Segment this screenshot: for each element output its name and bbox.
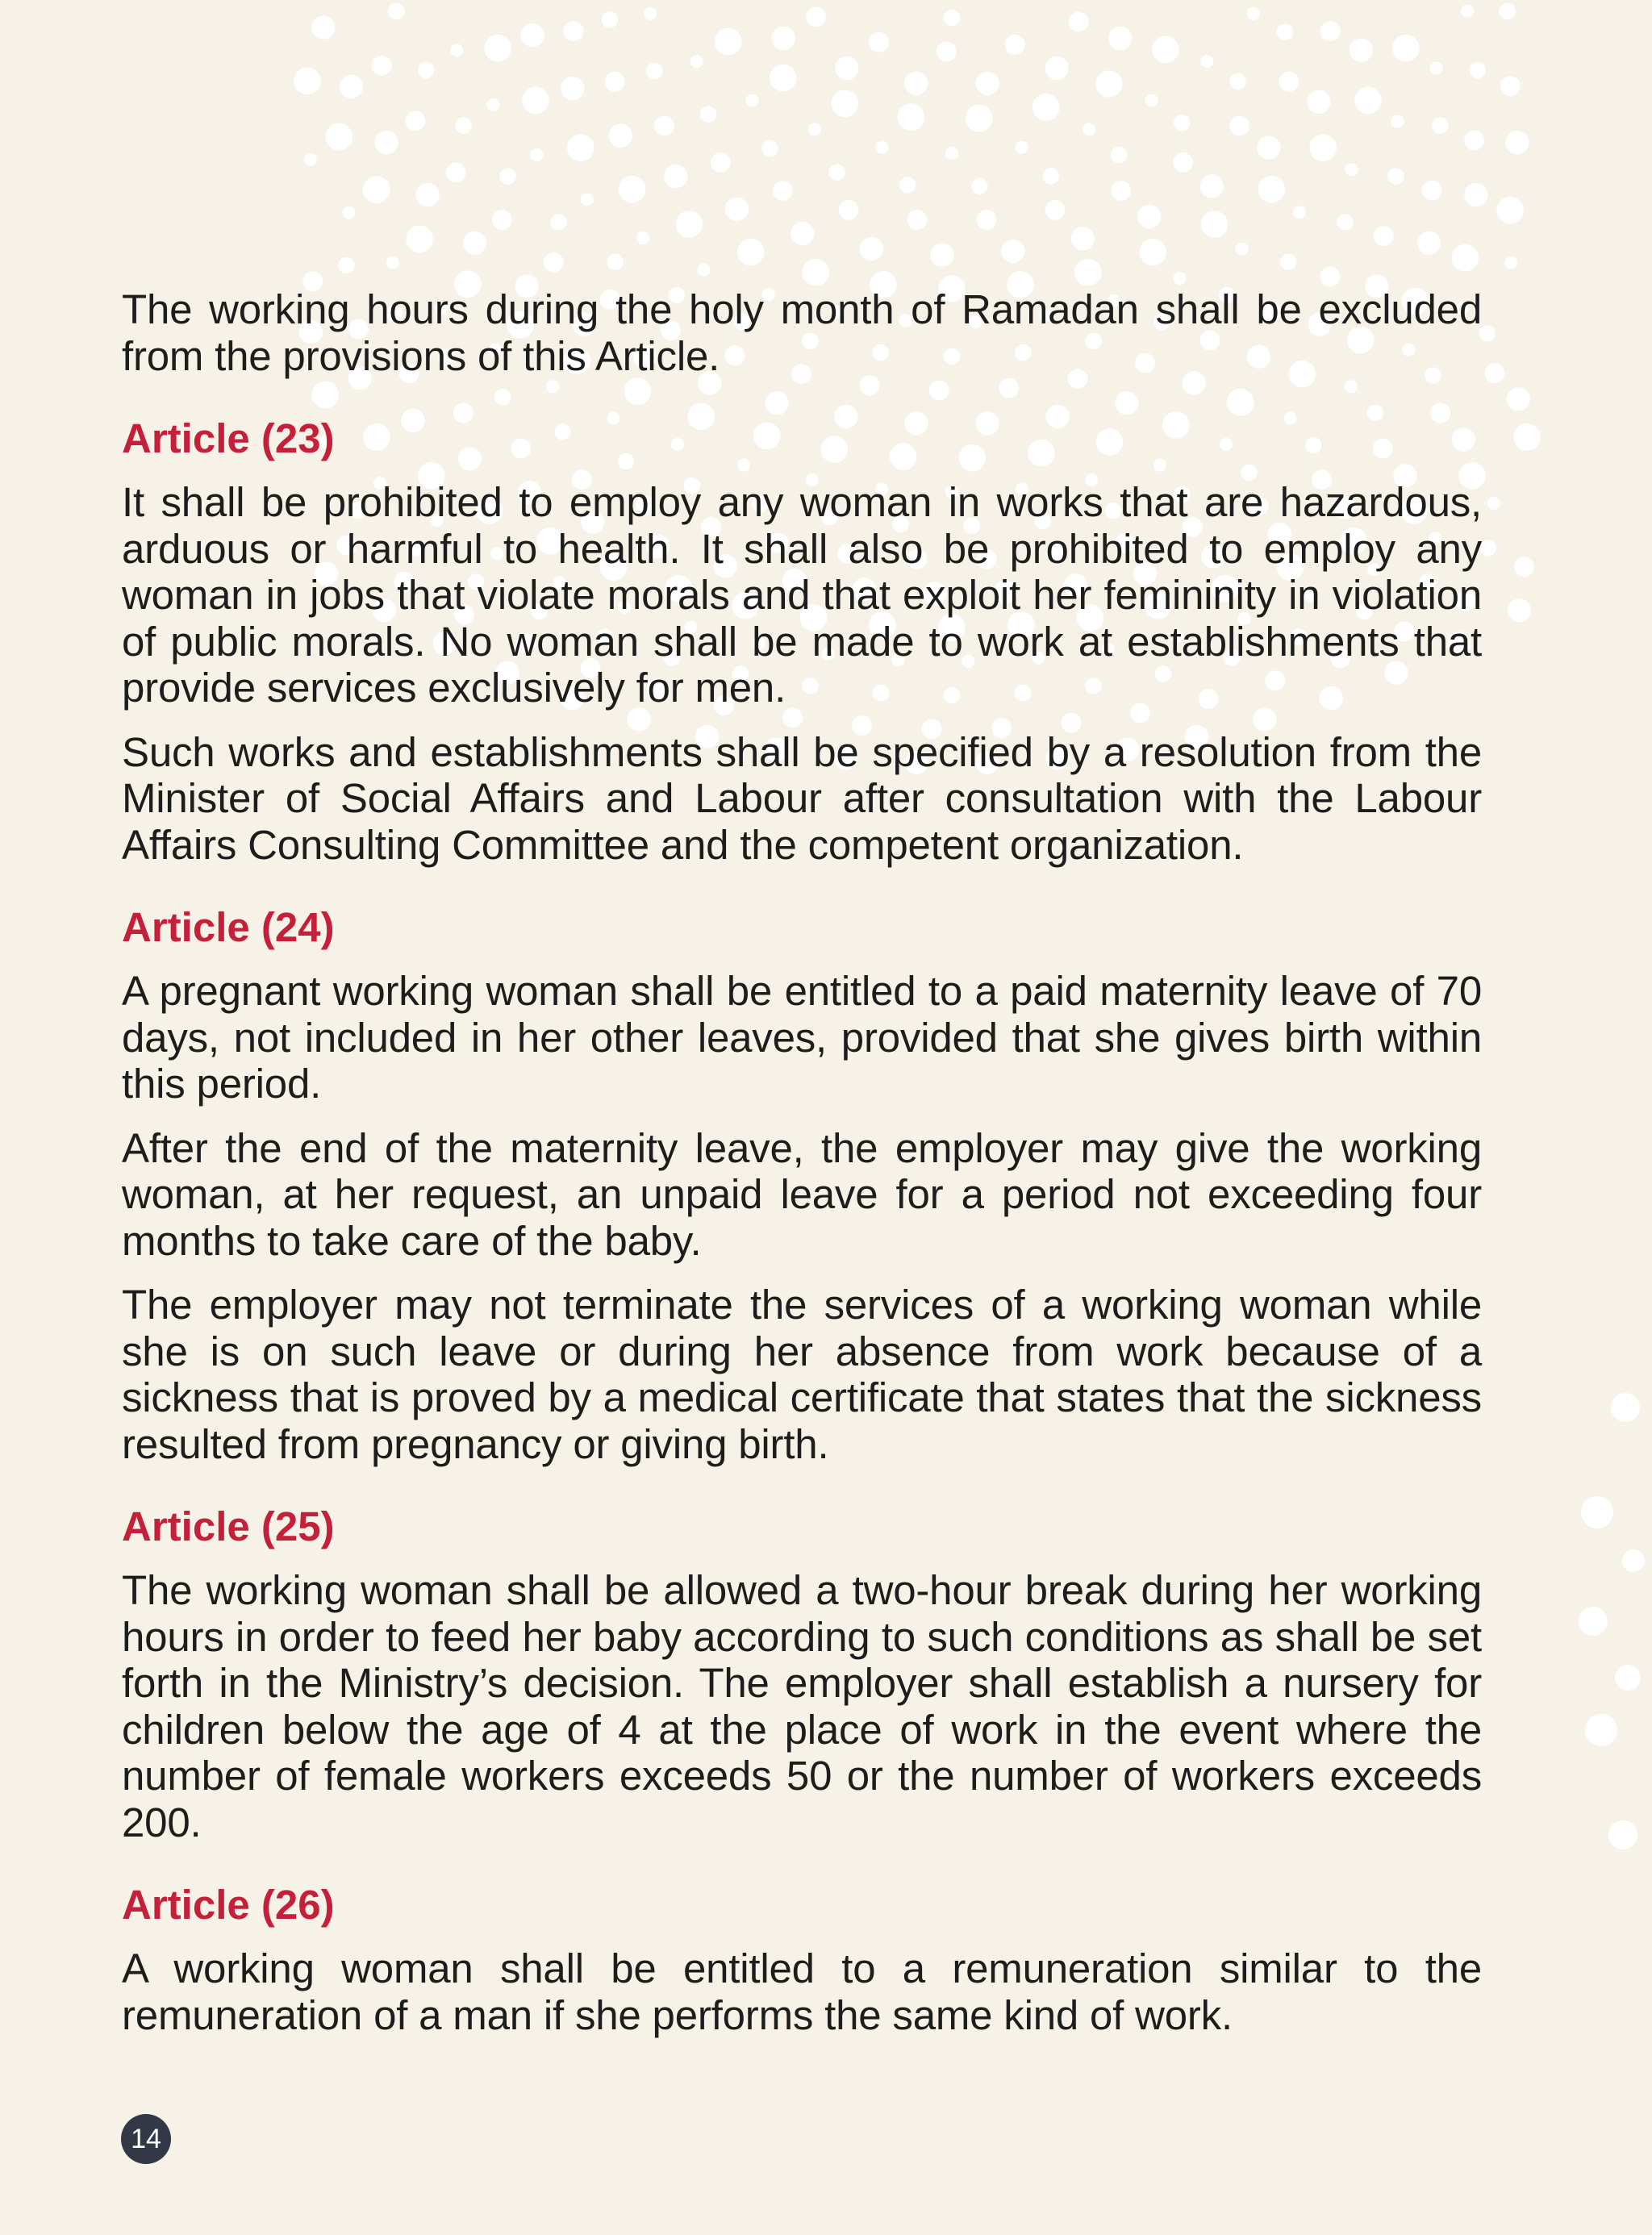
decorative-dot: [1391, 115, 1404, 127]
decorative-dot: [1005, 35, 1025, 55]
decorative-dot: [388, 3, 404, 19]
decorative-dot: [875, 141, 888, 154]
decorative-dot: [1422, 181, 1442, 201]
decorative-dot: [700, 106, 716, 123]
decorative-dot: [386, 256, 399, 269]
decorative-dot: [711, 152, 731, 173]
decorative-dot: [1174, 272, 1187, 285]
decorative-dot: [1451, 244, 1479, 272]
decorative-dot: [1045, 56, 1069, 80]
decorative-dot: [1513, 423, 1541, 451]
decorative-dot: [1145, 94, 1158, 107]
decorative-dot: [418, 62, 434, 78]
decorative-dot: [1337, 214, 1353, 230]
decorative-dot: [343, 206, 356, 219]
decorative-dot: [1293, 206, 1306, 219]
decorative-dot: [544, 252, 564, 273]
decorative-dot: [561, 77, 584, 100]
decorative-dot: [1430, 62, 1443, 75]
decorative-dot: [725, 198, 749, 221]
decorative-dot: [1608, 1820, 1637, 1849]
decorative-dot: [1257, 136, 1280, 159]
decorative-dot: [1320, 266, 1341, 286]
decorative-dot: [484, 35, 511, 62]
decorative-dot: [869, 32, 889, 52]
decorative-dot: [791, 222, 814, 245]
decorative-dot: [829, 164, 845, 180]
decorative-dot: [676, 211, 703, 238]
decorative-dot: [1229, 73, 1245, 90]
decorative-dot: [609, 124, 632, 148]
decorative-dot: [899, 177, 916, 193]
decorative-dot: [1615, 1665, 1641, 1691]
decorative-dot: [772, 27, 795, 50]
article-23: [122, 415, 1482, 868]
decorative-dot: [1387, 169, 1404, 185]
decorative-dot: [1174, 115, 1190, 131]
decorative-dot: [563, 21, 583, 41]
decorative-dot: [338, 257, 354, 273]
decorative-dot: [715, 28, 742, 56]
decorative-dot: [1200, 55, 1213, 68]
decorative-dot: [937, 42, 957, 62]
decorative-dot: [1280, 254, 1296, 270]
decorative-dot: [521, 23, 544, 47]
article-paragraph: A pregnant working woman shall be entitled to a paid maternity leave of 70 days, not included in her other leaves, provided that she gives birth within this period.: [122, 968, 1482, 1107]
decorative-dot: [463, 231, 486, 255]
decorative-dot: [1470, 62, 1486, 78]
decorative-dot: [1016, 141, 1028, 154]
article-paragraph: After the end of the maternity leave, the employer may give the working woman, at her request, an unpaid leave for a period not exceeding four months to take care of the baby.: [122, 1124, 1482, 1264]
article-26: [122, 1881, 1482, 2038]
decorative-dot: [1320, 21, 1341, 41]
decorative-dot: [1111, 181, 1131, 201]
decorative-dot: [602, 11, 618, 27]
decorative-dot: [500, 169, 516, 185]
decorative-dot: [770, 65, 797, 92]
decorative-dot: [311, 15, 335, 39]
decorative-dot: [1247, 7, 1260, 20]
decorative-dot: [1095, 70, 1123, 98]
decorative-dot: [1258, 176, 1286, 203]
decorative-dot: [1622, 1549, 1645, 1572]
decorative-dot: [1461, 5, 1474, 18]
decorative-dot: [1581, 1496, 1613, 1528]
decorative-dot: [803, 259, 830, 286]
decorative-dot: [530, 148, 543, 161]
decorative-dot: [325, 123, 353, 151]
decorative-dot: [1309, 134, 1337, 161]
decorative-dot: [1374, 226, 1394, 246]
decorative-dot: [619, 176, 646, 203]
decorative-dot: [1277, 23, 1293, 40]
decorative-dot: [904, 72, 928, 95]
decorative-dot: [773, 181, 793, 201]
decorative-dot: [808, 123, 821, 136]
decorative-dot: [1200, 174, 1224, 198]
decorative-dot: [1505, 131, 1529, 154]
decorative-dot: [551, 214, 567, 230]
article-24: [122, 903, 1482, 1467]
decorative-dot: [737, 239, 765, 266]
decorative-dot: [486, 98, 499, 111]
decorative-dot: [294, 68, 321, 95]
decorative-dot: [1083, 123, 1095, 136]
decorative-dot: [363, 176, 390, 203]
decorative-dot: [1001, 240, 1024, 263]
decorative-dot: [636, 231, 649, 244]
decorative-dot: [646, 63, 662, 79]
decorative-dot: [1201, 211, 1229, 238]
decorative-dot: [406, 111, 426, 131]
decorative-dot: [1345, 163, 1358, 176]
decorative-dot: [644, 7, 657, 20]
decorative-dot: [446, 163, 466, 183]
decorative-dot: [977, 210, 997, 230]
decorative-dot: [1074, 259, 1102, 286]
decorative-dot: [1392, 35, 1420, 62]
decorative-dot: [930, 243, 953, 266]
decorative-dot: [835, 56, 858, 80]
decorative-dot: [1504, 256, 1517, 269]
decorative-dot: [1350, 39, 1373, 62]
decorative-dot: [1487, 497, 1500, 510]
article-paragraph: The employer may not terminate the services of a working woman while she is on such leave or during her absence from work because of a sickness that is proved by a medical certificate that states that the sickness resulted from pregnancy or giving birth.: [122, 1282, 1482, 1467]
article-25: [122, 1503, 1482, 1845]
decorative-dot: [1500, 3, 1516, 19]
decorative-dot: [745, 94, 758, 107]
decorative-dot: [1152, 36, 1179, 64]
decorative-dot: [1585, 1714, 1617, 1746]
decorative-dot: [761, 140, 778, 156]
article-paragraph: The working woman shall be allowed a two-hour break during her working hours in order to feed her baby according to such conditions as shall be set forth in the Ministry’s decision. The employer shall establish a nursery for children below the age of 4 at the place of work in the event where the number of female workers exceeds 50 or the number of workers exceeds 200.: [122, 1567, 1482, 1845]
decorative-dot: [374, 131, 398, 154]
decorative-dot: [1432, 117, 1448, 133]
article-heading: Article (26): [122, 1882, 335, 1928]
decorative-dot: [664, 165, 687, 188]
decorative-dot: [415, 183, 439, 206]
decorative-dot: [860, 237, 883, 261]
decorative-dot: [907, 210, 928, 230]
decorative-dot: [945, 147, 958, 160]
decorative-dot: [1464, 131, 1484, 151]
decorative-dot: [832, 90, 859, 118]
decorative-dot: [1507, 387, 1530, 411]
decorative-dot: [1043, 168, 1059, 184]
decorative-dot: [605, 72, 625, 92]
decorative-dot: [1579, 1607, 1608, 1636]
decorative-dot: [1279, 72, 1299, 92]
article-heading: Article (24): [122, 904, 335, 950]
decorative-dot: [372, 56, 392, 76]
article-heading: Article (25): [122, 1503, 335, 1549]
document-body: [122, 286, 1482, 2056]
decorative-dot: [898, 103, 925, 131]
article-paragraph: Such works and establishments shall be specified by a resolution from the Minister of Social Affairs and Labour after consultation with the Labour Affairs Consulting Committee and the competent organization.: [122, 728, 1482, 868]
decorative-dot: [340, 75, 363, 98]
decorative-dot: [1137, 205, 1161, 228]
decorative-dot: [839, 200, 859, 220]
page-number-badge: 14: [121, 2114, 171, 2164]
decorative-dot: [304, 153, 317, 166]
decorative-dot: [971, 178, 987, 194]
decorative-dot: [581, 193, 594, 206]
decorative-dot: [567, 134, 594, 161]
decorative-dot: [654, 116, 674, 136]
decorative-dot: [976, 72, 999, 95]
decorative-dot: [698, 264, 711, 277]
article-paragraph: A working woman shall be entitled to a remuneration similar to the remuneration of a man if she performs the same kind of work.: [122, 1945, 1482, 2038]
decorative-dot: [1485, 363, 1505, 383]
decorative-dot: [455, 117, 471, 133]
decorative-dot: [522, 87, 549, 115]
decorative-dot: [1069, 12, 1089, 32]
decorative-dot: [690, 55, 703, 68]
decorative-dot: [1514, 557, 1534, 577]
decorative-dot: [1464, 183, 1487, 206]
decorative-dot: [1173, 152, 1193, 173]
article-heading: Article (23): [122, 415, 335, 461]
decorative-dot: [1229, 116, 1249, 136]
article-paragraph: It shall be prohibited to employ any woman in works that are hazardous, arduous or harmful to health. It shall also be prohibited to employ any woman in jobs that violate morals and that exploit her femininity in violation of public morals. No woman shall be made to work at establishments that provide services exclusively for men.: [122, 479, 1482, 711]
decorative-dot: [492, 210, 512, 230]
decorative-dot: [1071, 227, 1095, 250]
decorative-dot: [1500, 76, 1521, 96]
decorative-dot: [1417, 231, 1441, 255]
decorative-dot: [1140, 239, 1167, 266]
decorative-dot: [806, 7, 826, 27]
decorative-dot: [450, 44, 463, 56]
decorative-dot: [1611, 1393, 1640, 1422]
decorative-dot: [1108, 27, 1132, 50]
decorative-dot: [1307, 90, 1330, 114]
decorative-dot: [1354, 87, 1382, 115]
decorative-dot: [966, 105, 993, 132]
decorative-dot: [1236, 243, 1249, 256]
decorative-dot: [1032, 94, 1060, 121]
decorative-dot: [406, 225, 433, 252]
decorative-dot: [1045, 200, 1066, 220]
decorative-dot: [1496, 197, 1524, 224]
decorative-dot: [607, 254, 624, 270]
intro-paragraph: The working hours during the holy month of Ramadan shall be excluded from the provisions of this Article.: [122, 286, 1482, 379]
decorative-dot: [1480, 540, 1496, 556]
decorative-dot: [1508, 598, 1531, 622]
decorative-dot: [1111, 147, 1127, 163]
decorative-dot: [944, 10, 960, 26]
